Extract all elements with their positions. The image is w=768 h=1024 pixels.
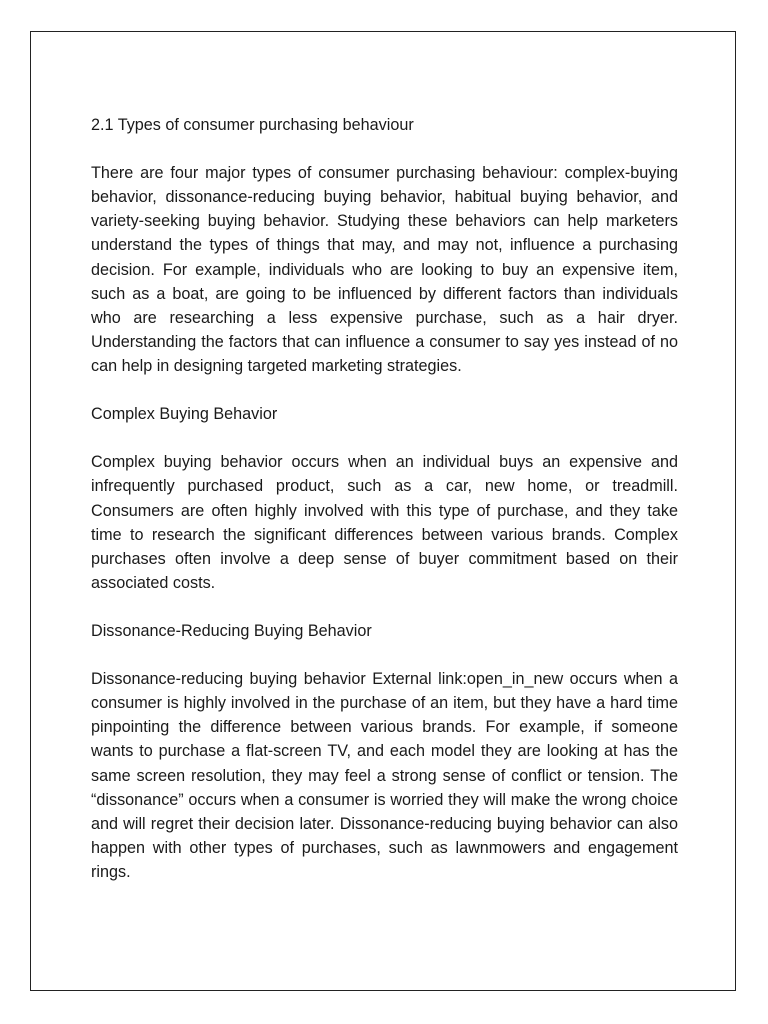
document-page (30, 31, 736, 991)
dissonance-paragraph: Dissonance-reducing buying behavior External link:open_in_new occurs when a consumer is highly involved in the purchase of an item, but they have a hard time pinpointing the difference between various brands. For example, if someone wants to purchase a flat-screen TV, and each model they are looking at has the same screen resolution, they may feel a strong sense of conflict or tension. The “dissonance” occurs when a consumer is worried they will make the wrong choice and will regret their decision later. Dissonance-reducing buying behavior can also happen with other types of purchases, such as lawnmowers and engagement rings. (91, 670, 678, 881)
spacer (91, 378, 678, 402)
spacer (91, 137, 678, 161)
dissonance-heading: Dissonance-Reducing Buying Behavior (91, 621, 372, 640)
intro-paragraph: There are four major types of consumer purchasing behaviour: complex-buying behavior, dissonance-reducing buying behavior, habitual buying behavior, and variety-seeking buying behavior. Studying these behaviors can help marketers understand the types of things that may, and may not, influence a purchasing decision. For example, individuals who are looking to buy an expensive item, such as a boat, are going to be influenced by different factors than individuals who are researching a less expensive purchase, such as a hair dryer. Understanding the factors that can influence a consumer to say yes instead of no can help in designing targeted marketing strategies. (91, 164, 678, 375)
section-title: 2.1 Types of consumer purchasing behaviour (91, 116, 414, 134)
complex-paragraph: Complex buying behavior occurs when an individual buys an expensive and infrequently purchased product, such as a car, new home, or treadmill. Consumers are often highly involved with this type of purchase, and they take time to research the significant differences between various brands. Complex purchases often involve a deep sense of buyer commitment based on their associated costs. (91, 453, 678, 592)
spacer (91, 643, 678, 667)
document-body (91, 113, 678, 884)
spacer (91, 426, 678, 450)
complex-heading: Complex Buying Behavior (91, 405, 278, 424)
spacer (91, 595, 678, 619)
